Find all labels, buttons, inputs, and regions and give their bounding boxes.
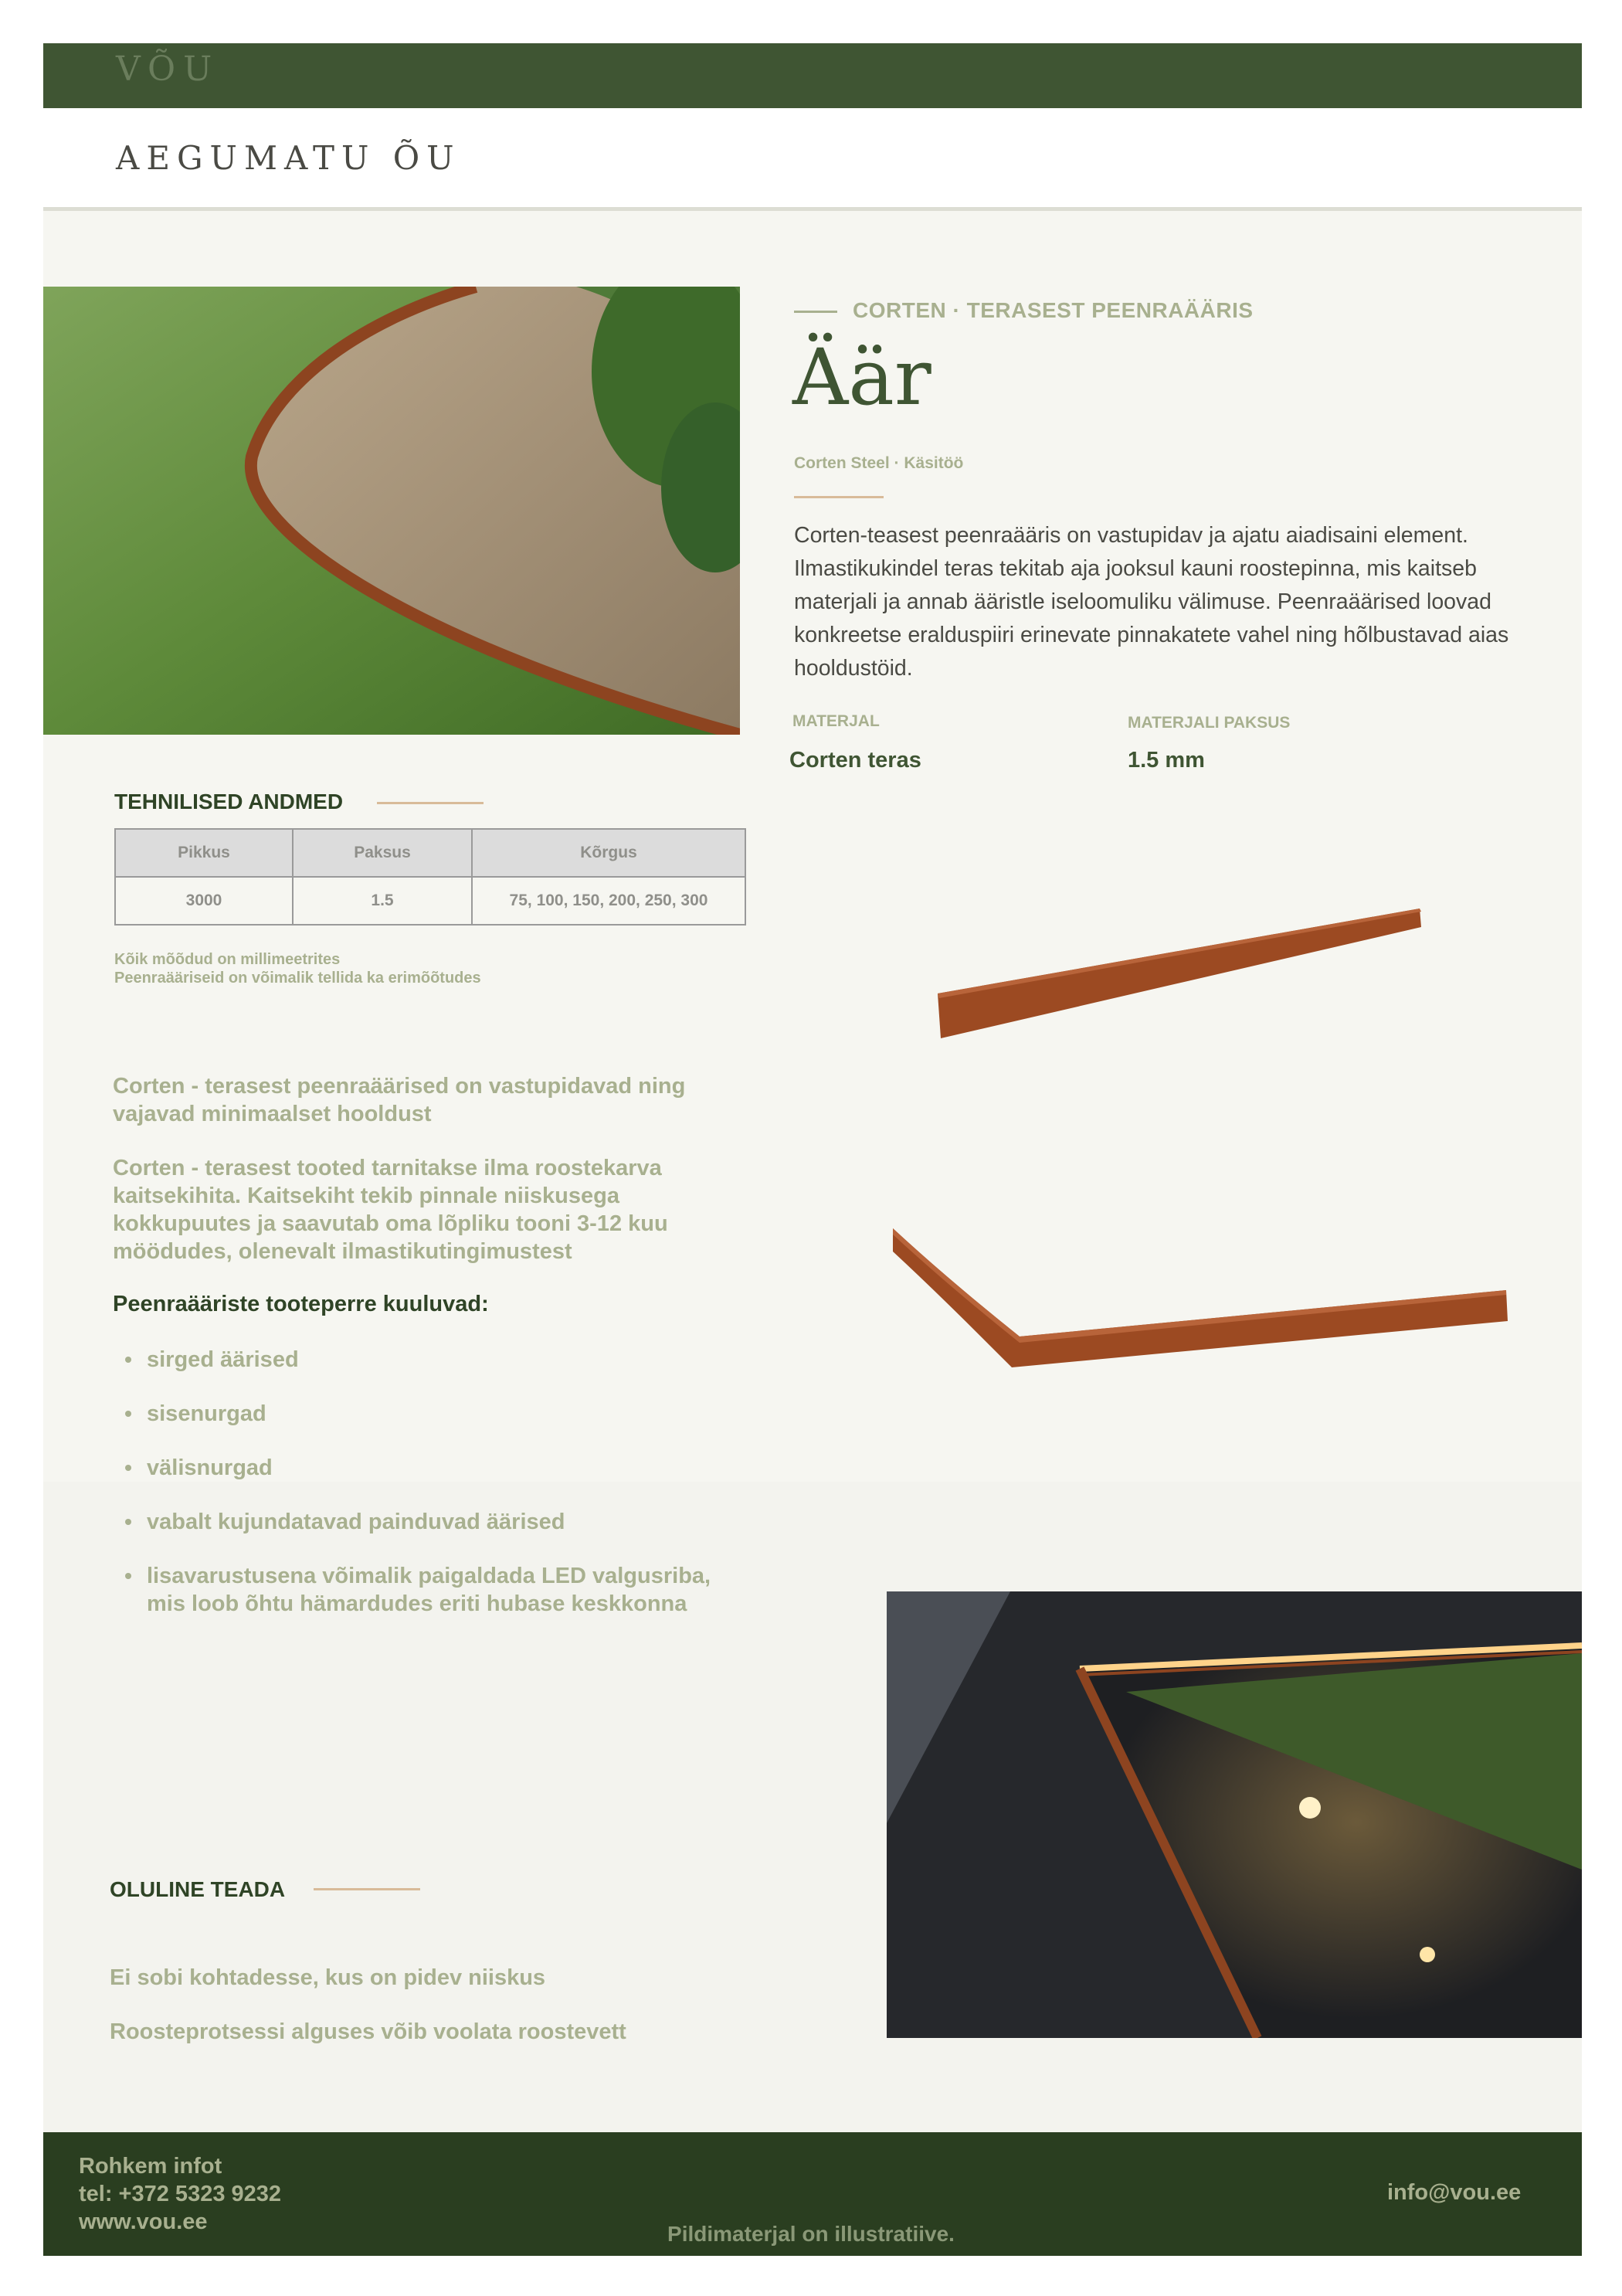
- spec-header: Pikkus: [115, 829, 293, 877]
- important-line: Ei sobi kohtadesse, kus on pidev niiskus: [110, 1965, 546, 1990]
- spec-header-row: [115, 829, 745, 877]
- meta-divider: [794, 496, 884, 498]
- corner-edge-image: [888, 1221, 1522, 1391]
- spec-header: Paksus: [293, 829, 472, 877]
- footer-phone[interactable]: tel: +372 5323 9232: [79, 2182, 282, 2206]
- kicker-line: [794, 311, 837, 313]
- list-item: sisenurgad: [114, 1400, 732, 1428]
- list-item: vabalt kujundatavad painduvad äärised: [114, 1508, 732, 1536]
- product-description: Corten-teasest peenraääris on vastupidav ja ajatu aiadisaini element. Ilmastikukindel teras tekitab aja jooksul kauni roostepinna, mis kaitseb materjali ja annab ääristle iseloomuliku välimuse. Peenraäärised loovad konkreetse eralduspiiri erinevate pinnakatete vahel ning hõlbustavad aias hooldustöid.: [794, 523, 1509, 681]
- important-line: Roosteprotsessi alguses võib voolata roostevett: [110, 2019, 626, 2044]
- footer-disclaimer: Pildimaterjal on illustratiive.: [667, 2222, 955, 2246]
- product-title: Äär: [792, 332, 931, 423]
- list-title: Peenraääriste tooteperre kuuluvad:: [113, 1292, 489, 1316]
- list-item: lisavarustusena võimalik paigaldada LED valgusriba, mis loob õhtu hämardudes eriti hubase keskkonna: [114, 1562, 732, 1618]
- spec-value-row: [115, 877, 745, 925]
- tech-notes: [114, 950, 481, 987]
- list-item: sirged äärised: [114, 1346, 732, 1374]
- feature-list: [114, 1346, 732, 1644]
- material-label: MATERJAL: [792, 712, 880, 730]
- spec-table: [114, 828, 746, 926]
- list-item: välisnurgad: [114, 1454, 732, 1482]
- spec-value: 75, 100, 150, 200, 250, 300: [472, 877, 745, 925]
- product-meta: Corten Steel · Käsitöö: [794, 454, 964, 472]
- footer-info-label: Rohkem infot: [79, 2154, 222, 2179]
- brand-tagline: AEGUMATU ÕU: [116, 139, 461, 177]
- material-value: Corten teras: [789, 748, 921, 773]
- brand-logo: VÕU: [116, 49, 220, 89]
- footer-email[interactable]: info@vou.ee: [1387, 2180, 1522, 2205]
- garden-path-photo: [43, 287, 740, 735]
- body-paragraph-2: Corten - terasest tooted tarnitakse ilma roostekarva kaitsekihita. Kaitsekiht tekib pinnale niiskusega kokkupuutes ja saavutab oma lõpliku tooni 3-12 kuu möödudes, olenevalt ilmastikutingimustest: [113, 1156, 668, 1264]
- spec-value: 3000: [115, 877, 293, 925]
- tech-note: Kõik mõõdud on millimeetrites: [114, 951, 341, 968]
- thickness-label: MATERJALI PAKSUS: [1128, 714, 1291, 732]
- tech-title: TEHNILISED ANDMED: [114, 790, 344, 813]
- important-title: OLULINE TEADA: [110, 1877, 286, 1901]
- footer-website[interactable]: www.vou.ee: [79, 2209, 208, 2234]
- spec-header: Kõrgus: [472, 829, 745, 877]
- body-paragraph-1: Corten - terasest peenraäärised on vastupidavad ning vajavad minimaalset hooldust: [113, 1074, 686, 1126]
- product-kicker: CORTEN · TERASEST PEENRAÄÄRIS: [853, 298, 1254, 322]
- spec-value: 1.5: [293, 877, 472, 925]
- important-title-line: [314, 1888, 420, 1890]
- tech-title-line: [377, 802, 484, 804]
- straight-edge-image: [927, 896, 1437, 1051]
- tech-note: Peenraääriseid on võimalik tellida ka erimõõtudes: [114, 970, 481, 987]
- thickness-value: 1.5 mm: [1128, 748, 1205, 773]
- led-night-photo: [887, 1591, 1582, 2038]
- header-bar: [43, 43, 1582, 108]
